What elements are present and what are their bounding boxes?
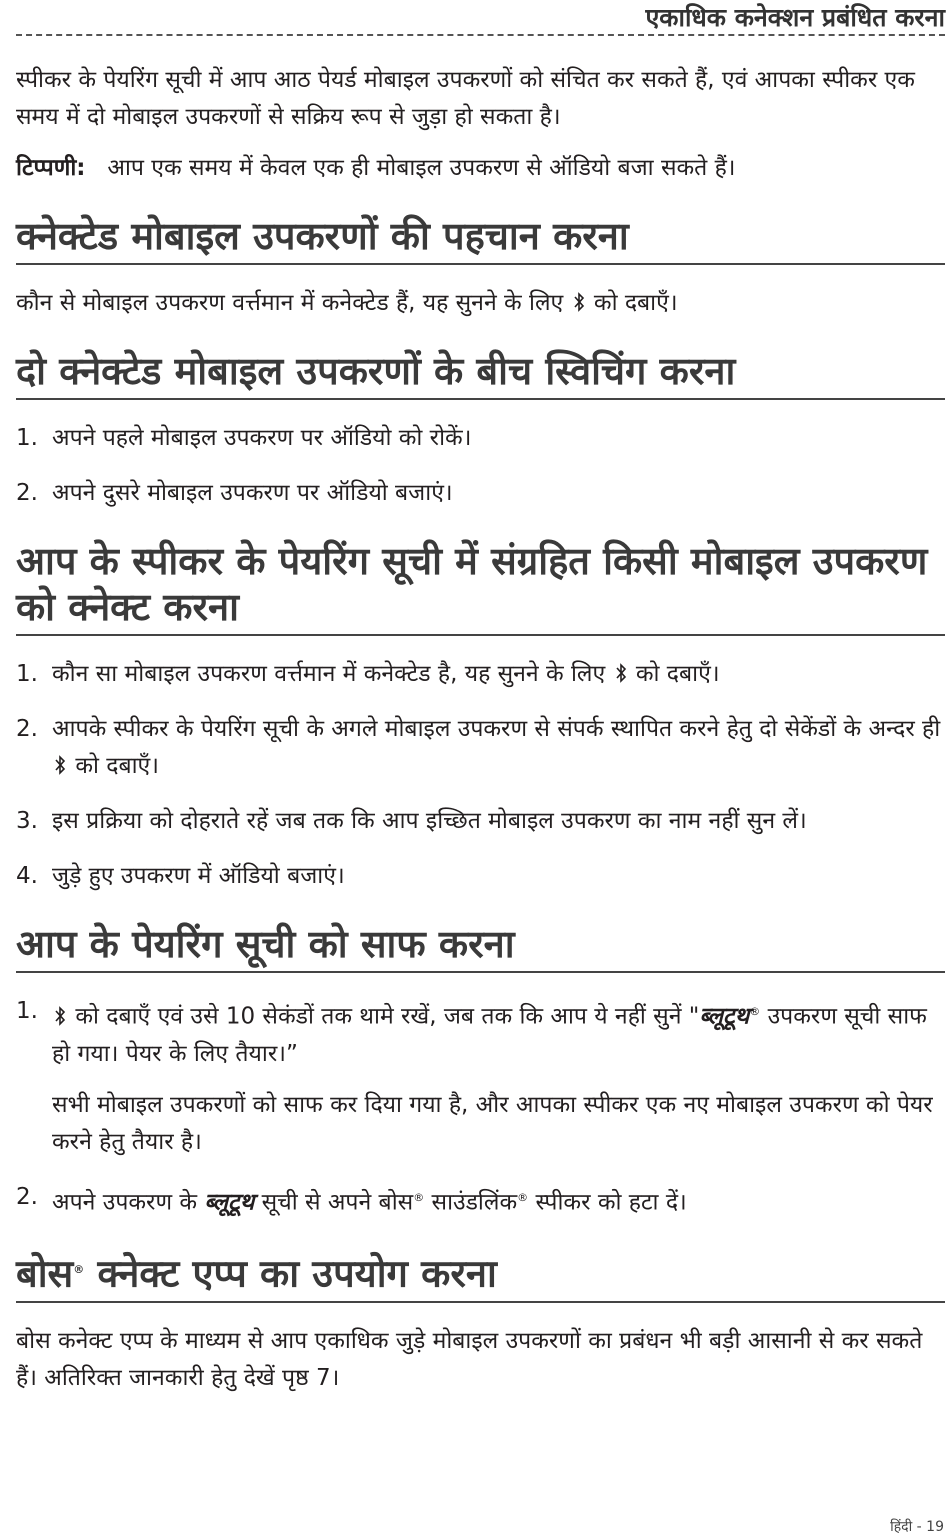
list-item: [16, 420, 945, 457]
step-text: [52, 993, 945, 1161]
app-paragraph: बोस कनेक्ट एप्प के माध्यम से आप एकाधिक जुड़े मोबाइल उपकरणों का प्रबंधन भी बड़ी आसानी से कर सकते हैं। अतिरिक्त जानकारी हेतु देखें पृष्ठ 7।: [16, 1327, 923, 1391]
list-item: [16, 858, 945, 895]
step-text: अपने पहले मोबाइल उपकरण पर ऑडियो को रोकें।: [52, 425, 472, 451]
connect-stored-steps: [16, 656, 945, 895]
step-number: 2.: [16, 716, 38, 742]
step-text: [52, 711, 945, 785]
step-text: [52, 656, 945, 693]
list-item: [16, 993, 945, 1161]
heading-app: [16, 1247, 945, 1303]
step-text-before: आपके स्पीकर के पेयरिंग सूची के अगले मोबाइल उपकरण से संपर्क स्थापित करने हेतु दो सेकेंडों के अन्दर ही: [52, 716, 941, 742]
bluetooth-icon: [54, 754, 66, 776]
step-text-before: को दबाएँ एवं उसे 10 सेकंडों तक थामे रखें, जब तक कि आप ये नहीं सुनें ": [75, 1003, 700, 1030]
step-text-before: कौन सा मोबाइल उपकरण वर्त्तमान में कनेक्टेड है, यह सुनने के लिए: [52, 661, 606, 687]
step-number: 2.: [16, 1183, 38, 1210]
registered-mark: ®: [749, 1005, 761, 1018]
bluetooth-icon: [54, 1005, 66, 1027]
list-item: [16, 475, 945, 512]
list-item: [16, 656, 945, 693]
registered-mark: ®: [413, 1190, 425, 1204]
step-text-after: को दबाएँ।: [635, 661, 720, 687]
step-number: 4.: [16, 863, 38, 889]
switching-steps: [16, 420, 945, 512]
registered-mark: ®: [73, 1263, 85, 1277]
step-text: [52, 1179, 945, 1222]
step-text-part: साउंडलिंक: [431, 1189, 518, 1216]
intro-paragraph: स्पीकर के पेयरिंग सूची में आप आठ पेयर्ड मोबाइल उपकरणों को संचित कर सकते हैं, एवं आपका स्पीकर एक समय में दो मोबाइल उपकरणों से सक्रिय रूप से जुड़ा हो सकता है।: [16, 67, 915, 130]
registered-mark: ®: [517, 1190, 529, 1204]
clear-list-steps: [16, 993, 945, 1221]
step-text-after: को दबाएँ।: [75, 753, 159, 779]
running-header: [16, 0, 945, 36]
header-title: एकाधिक कनेक्शन प्रबंधित करना: [645, 3, 945, 32]
manual-page: [16, 0, 945, 1538]
identify-paragraph: [16, 285, 945, 322]
bluetooth-word: ब्लूटूथ: [204, 1189, 255, 1216]
step-number: 3.: [16, 808, 38, 834]
note-text: आप एक समय में केवल एक ही मोबाइल उपकरण से ऑडियो बजा सकते हैं।: [107, 155, 736, 181]
step-number: 1.: [16, 998, 38, 1024]
heading-clear-list: आप के पेयरिंग सूची को साफ करना: [16, 921, 945, 973]
heading-connect-stored: आप के स्पीकर के पेयरिंग सूची में संग्रहित किसी मोबाइल उपकरण को क्नेक्ट करना: [16, 538, 945, 636]
heading-app-brand: बोस: [16, 1251, 74, 1296]
step-text-part: अपने उपकरण के: [52, 1189, 198, 1216]
list-item: [16, 1179, 945, 1222]
bluetooth-icon: [615, 662, 627, 684]
step-text-part: स्पीकर को हटा दें।: [535, 1189, 687, 1216]
bluetooth-icon: [573, 291, 585, 313]
step-sub-paragraph: सभी मोबाइल उपकरणों को साफ कर दिया गया है, और आपका स्पीकर एक नए मोबाइल उपकरण को पेयर करने हेतु तैयार है।: [52, 1091, 933, 1155]
step-number: 1.: [16, 425, 38, 451]
identify-text-before: कौन से मोबाइल उपकरण वर्त्तमान में कनेक्टेड हैं, यह सुनने के लिए: [16, 290, 564, 316]
page-number: हिंदी - 19: [890, 1519, 944, 1535]
heading-identify: क्नेक्टेड मोबाइल उपकरणों की पहचान करना: [16, 213, 945, 265]
list-item: [16, 803, 945, 840]
bluetooth-word: ब्लूटूथ: [699, 1003, 750, 1030]
identify-text-after: को दबाएँ।: [593, 290, 678, 316]
step-text: इस प्रक्रिया को दोहराते रहें जब तक कि आप इच्छित मोबाइल उपकरण का नाम नहीं सुन लें।: [52, 808, 807, 834]
step-number: 2.: [16, 480, 38, 506]
heading-app-text: क्नेक्ट एप्प का उपयोग करना: [97, 1251, 497, 1296]
step-text-after: उपकरण सूची साफ हो गया। पेयर के लिए तैयार।”: [52, 1003, 927, 1067]
step-text: अपने दुसरे मोबाइल उपकरण पर ऑडियो बजाएं।: [52, 480, 453, 506]
step-text-part: सूची से अपने बोस: [261, 1189, 414, 1216]
step-number: 1.: [16, 661, 38, 687]
heading-switching: दो क्नेक्टेड मोबाइल उपकरणों के बीच स्विचिंग करना: [16, 348, 945, 400]
note-label: टिप्पणी:: [16, 155, 86, 181]
note: [16, 150, 945, 187]
step-text: जुड़े हुए उपकरण में ऑडियो बजाएं।: [52, 863, 345, 889]
list-item: [16, 711, 945, 785]
